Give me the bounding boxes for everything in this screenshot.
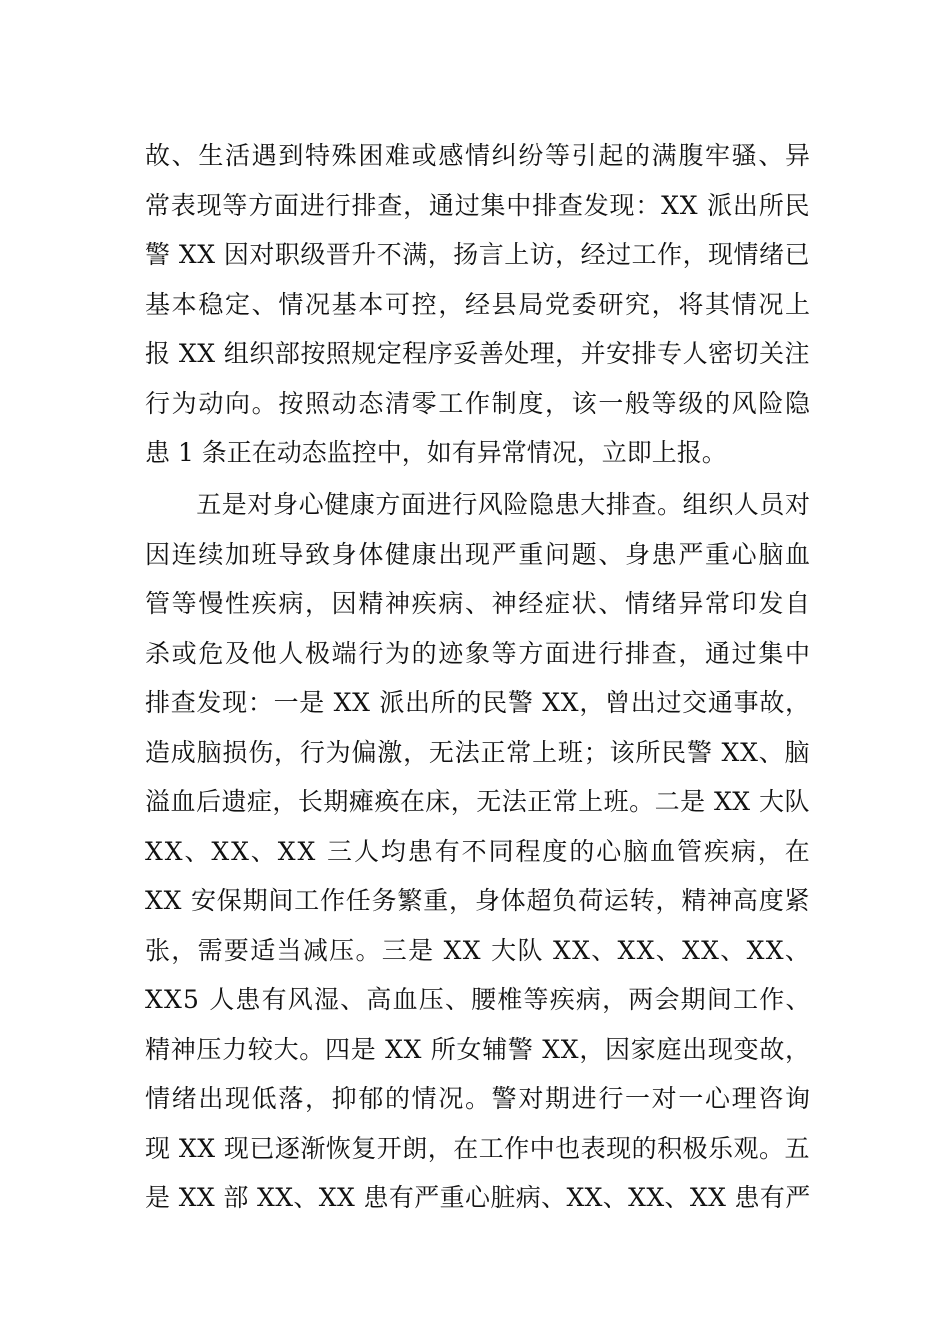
paragraph-line [145,131,810,181]
paragraph-line [145,629,810,679]
line-text: 基本稳定、情况基本可控，经县局党委研究，将其情况上 [145,289,812,319]
paragraph-line [145,728,810,778]
line-text: 患 1 条正在动态监控中，如有异常情况，立即上报。 [145,438,727,467]
line-text: 故、生活遇到特殊困难或感情纠纷等引起的满腹牢骚、异 [145,141,812,170]
line-text: XX 安保期间工作任务繁重，身体超负荷运转，精神高度紧 [145,886,811,915]
line-text: 张，需要适当减压。三是 XX 大队 XX、XX、XX、XX、 [145,935,812,965]
paragraph-line [145,1124,810,1174]
paragraph-line [145,876,810,926]
line-text: XX5 人患有风湿、高血压、腰椎等疾病，两会期间工作、 [145,985,812,1014]
line-text: 报 XX 组织部按照规定程序妥善处理，并安排专人密切关注 [145,339,810,368]
paragraph-line [145,379,810,429]
paragraph-1 [145,131,810,478]
paragraph-2 [145,480,810,1223]
paragraph-line [145,329,810,379]
paragraph-line [145,975,810,1025]
paragraph-line [145,1074,810,1124]
line-text: 五是对身心健康方面进行风险隐患大排查。组织人员对 [145,490,811,519]
paragraph-line [145,230,810,280]
line-text: 造成脑损伤，行为偏激，无法正常上班；该所民警 XX、脑 [145,737,811,767]
paragraph-line [145,480,810,530]
paragraph-line [145,579,810,629]
paragraph-line [145,280,810,330]
paragraph-line [145,530,810,580]
paragraph-line [145,777,810,827]
paragraph-line [145,1025,810,1075]
line-text: 排查发现：一是 XX 派出所的民警 XX，曾出过交通事故， [145,688,811,717]
paragraph-line [145,678,810,728]
line-text: 行为动向。按照动态清零工作制度，该一般等级的风险隐 [145,388,812,418]
paragraph-line [145,827,810,877]
paragraph-line [145,926,810,976]
line-text: XX、XX、XX 三人均患有不同程度的心脑血管疾病，在 [145,836,812,866]
line-text: 是 XX 部 XX、XX 患有严重心脏病、XX、XX、XX 患有严 [145,1183,811,1212]
line-text: 因连续加班导致身体健康出现严重问题、身患严重心脑血 [145,539,812,569]
paragraph-line [145,181,810,231]
paragraph-line [145,428,810,478]
line-text: 精神压力较大。四是 XX 所女辅警 XX，因家庭出现变故， [145,1034,811,1064]
line-text: 溢血后遗症，长期瘫痪在床，无法正常上班。二是 XX 大队 [145,787,810,816]
line-text: 管等慢性疾病，因精神疾病、神经症状、情绪异常印发自 [145,589,812,618]
line-text: 现 XX 现已逐渐恢复开朗，在工作中也表现的积极乐观。五 [145,1133,810,1163]
paragraph-line [145,1173,810,1223]
line-text: 情绪出现低落，抑郁的情况。警对期进行一对一心理咨询 [145,1084,812,1113]
line-text: 常表现等方面进行排查，通过集中排查发现：XX 派出所民 [145,190,811,220]
line-text: 杀或危及他人极端行为的迹象等方面进行排查，通过集中 [145,638,812,668]
line-text: 警 XX 因对职级晋升不满，扬言上访，经过工作，现情绪已 [145,240,810,269]
